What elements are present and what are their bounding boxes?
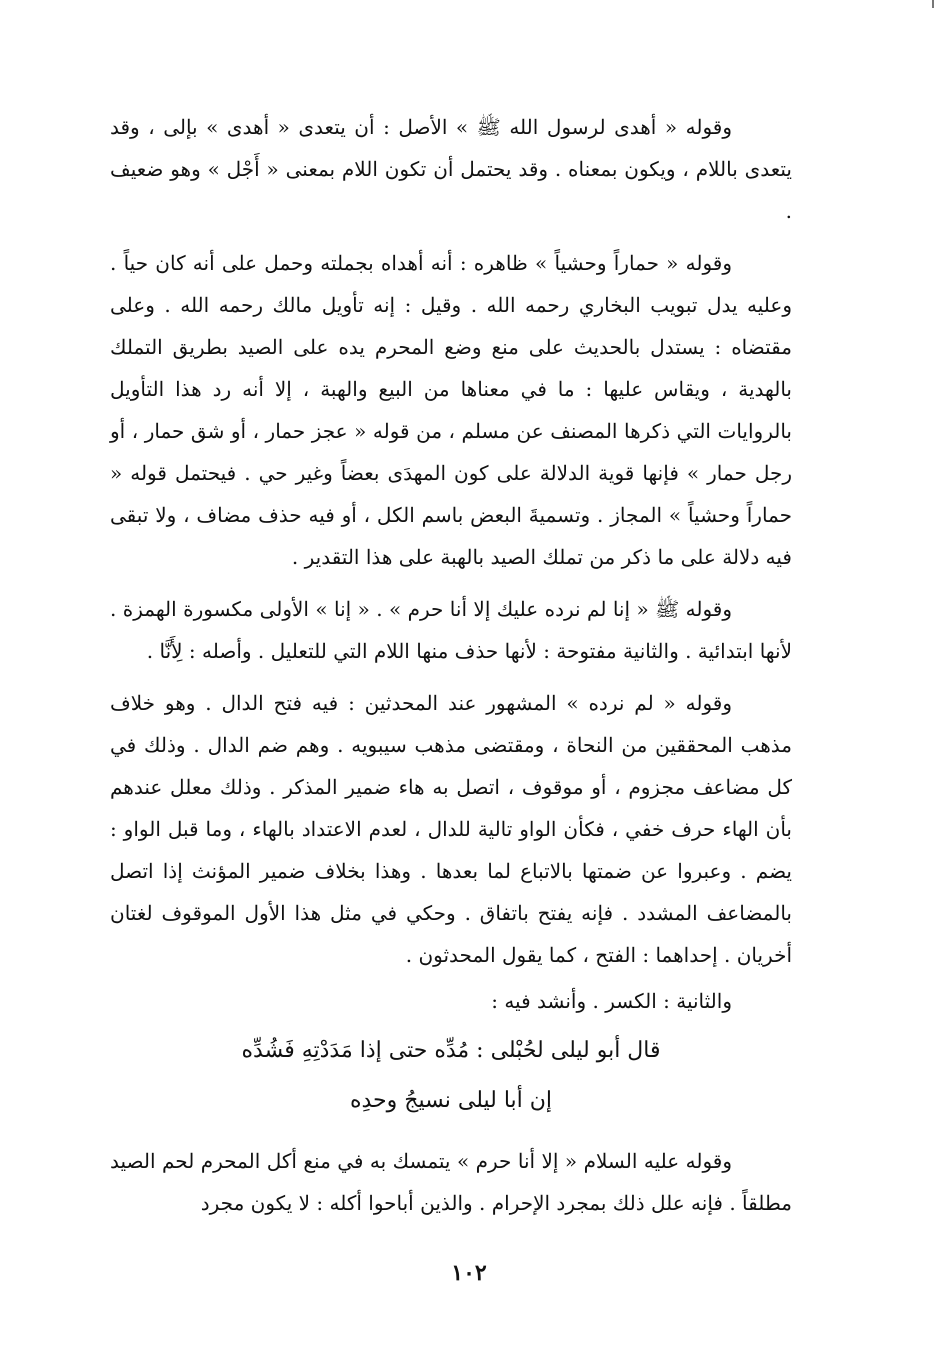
poem-verse (110, 1026, 792, 1126)
paragraph-himar-wahshi: وقوله « حماراً وحشياً » ظاهره : أنه أهداه بجملته وحمل على أنه كان حياً . وعليه يدل تبويب البخاري رحمه الله . وقيل : إنه تأويل مالك رحمه الله . وعلى مقتضاه : يستدل بالحديث على منع وضع المحرم يده على الصيد بطريق التملك بالهدية ، ويقاس عليها : ما في معناها من البيع والهبة ، إلا أنه رد هذا التأويل بالروايات التي ذكرها المصنف عن مسلم ، من قوله « عجز حمار ، أو شق حمار ، أو رجل حمار » فإنها قوية الدلالة على كون المهدَى بعضاً وغير حي . فيحتمل قوله « حماراً وحشياً » المجاز . وتسميةَ البعض باسم الكل ، أو فيه حذف مضاف ، ولا تبقى فيه دلالة على ما ذكر من تملك الصيد بالهبة على هذا التقدير . (110, 251, 792, 569)
paragraph-inna-hurum: وقوله ﷺ « إنا لم نرده عليك إلا أنا حرم » . « إنا » الأولى مكسورة الهمزة . لأنها ابتدائية . والثانية مفتوحة : لأنها حذف منها اللام التي للتعليل . وأصله : لِأَنَّا . (110, 597, 792, 663)
paragraph-kasr-intro: والثانية : الكسر . وأنشد فيه : (491, 989, 732, 1013)
scan-edge-mark (932, 0, 934, 8)
paragraph-akl-al-muhrim: وقوله عليه السلام « إلا أنا حرم » يتمسك به في منع أكل المحرم لحم الصيد مطلقاً . فإنه علل ذلك بمجرد الإحرام . والذين أباحوا أكله : لا يكون مجرد (110, 1149, 792, 1215)
paragraph-hadiya-lam: وقوله « أهدى لرسول الله ﷺ » الأصل : أن يتعدى « أهدى » بإلى ، وقد يتعدى باللام ، ويكون بمعناه . وقد يحتمل أن تكون اللام بمعنى « أَجْل » وهو ضعيف . (110, 115, 792, 223)
page-number: ١٠٢ (451, 1260, 487, 1286)
poem-line-2: إن أبا ليلى نسيجُ وحدِه (349, 1088, 553, 1113)
poem-line-1: قال أبو ليلى لحُبْلى : مُدِّه حتى إذا مَدَدْتِهِ فَشُدِّه (241, 1038, 661, 1063)
page-body (110, 106, 792, 1234)
paragraph-lam-naruddahu: وقوله « لم نرده » المشهور عند المحدثين : فيه فتح الدال . وهو خلاف مذهب المحققين من النحاة ، ومقتضى مذهب سيبويه . وهم ضم الدال . وذلك في كل مضاعف مجزوم ، أو موقوف ، اتصل به هاء ضمير المذكر . وذلك معلل عندهم بأن الهاء حرف خفي ، فكأن الواو تالية للدال ، لعدم الاعتداد بالهاء ، وما قبل الواو : يضم . وعبروا عن ضمتها بالاتباع لما بعدها . وهذا بخلاف ضمير المؤنث إذا اتصل بالمضاعف المشدد . فإنه يفتح باتفاق . وحكي في مثل هذا الأول الموقوف لغتان أخريان . إحداهما : الفتح ، كما يقول المحدثون . (110, 691, 792, 967)
